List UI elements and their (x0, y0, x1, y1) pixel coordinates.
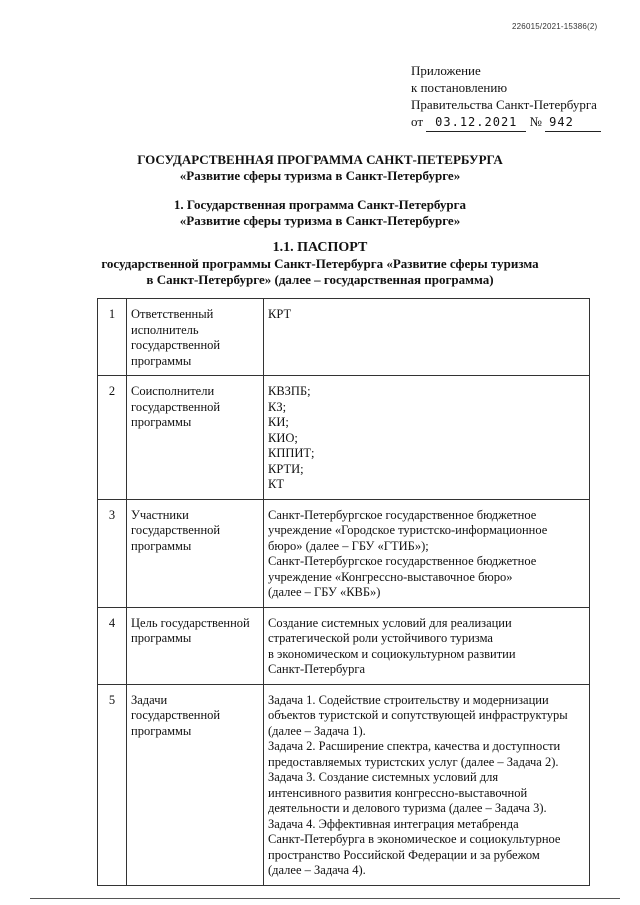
resolution-number: 942 (545, 114, 601, 132)
row-value-line: Задача 1. Содействие строительству и модернизации (268, 692, 549, 707)
appendix-date-line (411, 113, 601, 132)
row-label (127, 376, 264, 500)
row-label-line: государственной (131, 338, 221, 352)
table-row (98, 607, 590, 684)
appendix-block (411, 62, 601, 132)
row-value-line: КРТ (268, 307, 292, 321)
row-value (264, 299, 590, 376)
table-row (98, 684, 590, 885)
row-label (127, 299, 264, 376)
row-value (264, 684, 590, 885)
page-bottom-divider (30, 898, 620, 899)
row-value-line: в экономическом и социокультурном развитии (268, 646, 516, 661)
row-value-line: КППИТ; (268, 446, 315, 460)
row-value-line: предоставляемых туристских услуг (далее – Задача 2). (268, 754, 559, 769)
row-label-line: Участники (131, 507, 189, 522)
row-number: 4 (98, 607, 127, 684)
row-label-line: государственной (131, 523, 221, 537)
appendix-line-2: к постановлению (411, 80, 508, 95)
row-value-line: Санкт-Петербургское государственное бюджетное (268, 554, 537, 568)
row-value-line: бюро» (далее – ГБУ «ГТИБ»); (268, 538, 429, 553)
row-value-line: объектов туристской и сопутствующей инфраструктуры (268, 708, 568, 722)
appendix-line-3: Правительства Санкт-Петербурга (411, 97, 597, 112)
row-value-line: КИ; (268, 415, 289, 429)
row-value-line: стратегической роли устойчивого туризма (268, 631, 493, 645)
number-prefix: № (529, 114, 542, 129)
row-value-line: (далее – ГБУ «КВБ») (268, 585, 381, 599)
row-value-line: КРТИ; (268, 461, 304, 476)
row-value (264, 376, 590, 500)
row-value-line: пространство Российской Федерации и за рубежом (268, 847, 540, 862)
row-value-line: КВЗПБ; (268, 384, 311, 398)
resolution-date: 03.12.2021 (426, 114, 526, 132)
row-label-line: государственной (131, 708, 221, 722)
passport-title: 1.1. ПАСПОРТ (272, 240, 368, 255)
table-row (98, 299, 590, 376)
row-label-line: Цель государственной (131, 615, 250, 630)
row-label-line: Ответственный (131, 307, 214, 321)
row-value-line: Создание системных условий для реализации (268, 615, 512, 630)
row-value-line: Задача 4. Эффективная интеграция метабренда (268, 816, 519, 831)
row-label-line: программы (131, 631, 192, 645)
section-title: 1. Государственная программа Санкт-Петербурга (173, 197, 467, 212)
section-heading (0, 197, 640, 229)
row-value-line: КЗ; (268, 399, 287, 414)
table-row (98, 499, 590, 607)
section-subtitle: «Развитие сферы туризма в Санкт-Петербурге» (179, 213, 461, 228)
row-value-line: (далее – Задача 1). (268, 723, 366, 738)
row-value-line: КТ (268, 477, 284, 491)
row-label-line: программы (131, 538, 192, 553)
row-number: 2 (98, 376, 127, 500)
date-prefix: от (411, 114, 424, 129)
row-value-line: Санкт-Петербурга (268, 662, 366, 676)
row-value-line: деятельности и делового туризма (далее – Задача 3). (268, 801, 547, 815)
row-value-line: Задача 3. Создание системных условий для (268, 770, 499, 784)
row-label-line: государственной (131, 399, 221, 414)
table-row (98, 376, 590, 500)
row-number: 5 (98, 684, 127, 885)
row-value-line: учреждение «Конгрессно-выставочное бюро» (268, 569, 513, 584)
program-title: ГОСУДАРСТВЕННАЯ ПРОГРАММА САНКТ-ПЕТЕРБУРГА (137, 152, 503, 167)
row-label (127, 684, 264, 885)
appendix-line-1: Приложение (411, 63, 481, 78)
row-value-line: Санкт-Петербурга в экономическое и социокультурное (268, 832, 561, 846)
row-value (264, 607, 590, 684)
row-value (264, 499, 590, 607)
row-value-line: Задача 2. Расширение спектра, качества и доступности (268, 739, 561, 753)
passport-table (97, 298, 590, 886)
row-label-line: программы (131, 415, 192, 429)
row-number: 1 (98, 299, 127, 376)
row-label-line: Задачи (131, 692, 168, 707)
row-number: 3 (98, 499, 127, 607)
row-label-line: исполнитель (131, 322, 199, 337)
row-label-line: Соисполнители (131, 384, 215, 398)
row-label (127, 607, 264, 684)
passport-line-2: государственной программы Санкт-Петербурга «Развитие сферы туризма (101, 256, 539, 271)
document-id: 226015/2021-15386(2) (512, 22, 598, 31)
row-value-line: учреждение «Городское туристско-информационное (268, 523, 548, 537)
row-label-line: программы (131, 723, 192, 738)
row-label-line: программы (131, 353, 192, 368)
passport-line-3: в Санкт-Петербурге» (далее – государственная программа) (146, 272, 494, 287)
row-value-line: интенсивного развития конгрессно-выставочной (268, 785, 528, 800)
row-label (127, 499, 264, 607)
row-value-line: (далее – Задача 4). (268, 863, 366, 877)
row-value-line: Санкт-Петербургское государственное бюджетное (268, 507, 537, 522)
passport-subheading (0, 256, 640, 288)
row-value-line: КИО; (268, 430, 298, 445)
program-subtitle: «Развитие сферы туризма в Санкт-Петербурге» (179, 168, 461, 183)
program-heading (0, 152, 640, 184)
